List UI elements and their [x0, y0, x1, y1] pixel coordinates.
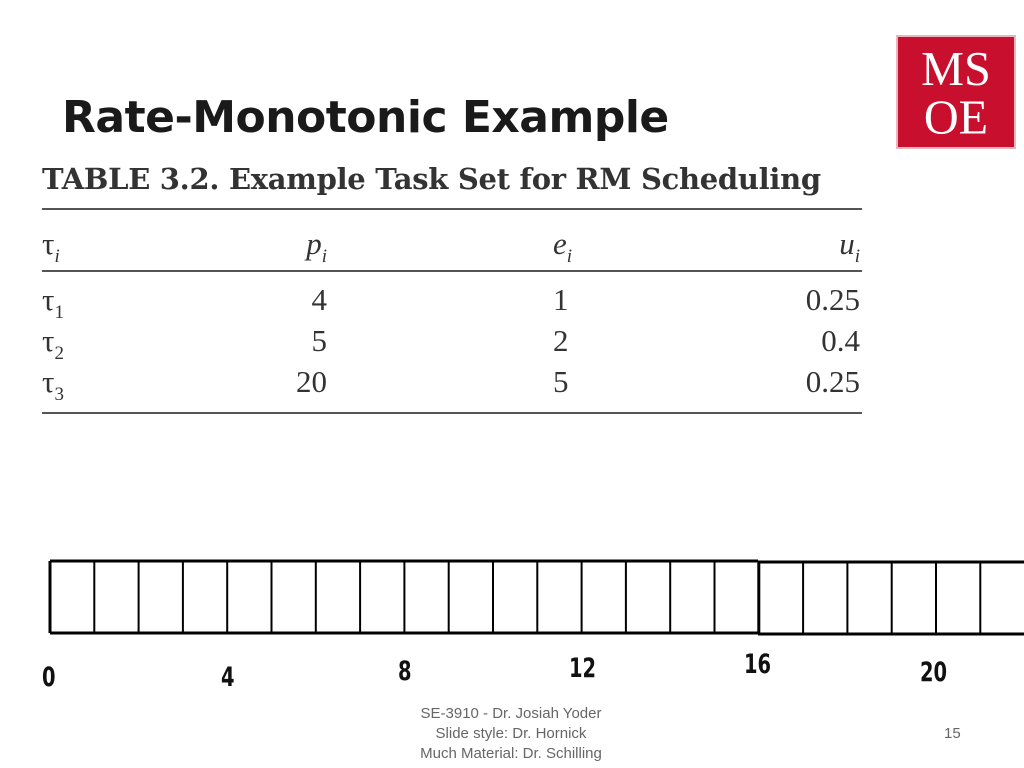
row-1-period: 4: [311, 282, 327, 317]
row-2-execution: 2: [553, 323, 569, 358]
row-3-execution: 5: [553, 364, 569, 399]
row-3-period: 20: [296, 364, 327, 399]
header-execution: $e_i$: [553, 226, 573, 267]
schedule-timeline: [0, 555, 1024, 645]
logo-text-bottom: OE: [923, 91, 989, 145]
row-1-utilization: 0.25: [805, 282, 860, 317]
row-2-task: $\tau_2$: [42, 323, 64, 364]
row-3-task: $\tau_3$: [42, 364, 64, 405]
row-2-utilization: 0.4: [821, 323, 860, 358]
table-bottom-rule: [42, 412, 862, 414]
header-utilization: $u_i$: [839, 226, 860, 267]
row-2-period: 5: [311, 323, 327, 358]
header-period: $p_i$: [306, 226, 327, 267]
tick-label-0: 0: [42, 662, 56, 693]
table-top-rule: [42, 208, 862, 210]
table-header-rule: [42, 270, 862, 272]
row-1-execution: 1: [553, 282, 569, 317]
header-tau: $\tau_i$: [42, 226, 60, 267]
tick-label-8: 8: [398, 656, 412, 687]
logo-text-top: MS: [921, 43, 991, 97]
table-caption: TABLE 3.2. Example Task Set for RM Scheduling: [42, 162, 821, 196]
schedule-grid: [0, 555, 1024, 645]
tick-label-12: 12: [569, 653, 597, 684]
row-1-task: $\tau_1$: [42, 282, 64, 323]
tick-label-20: 20: [920, 657, 948, 688]
slide-footer: [380, 704, 642, 764]
footer-material-credit: Much Material: Dr. Schilling: [420, 745, 602, 762]
footer-course: SE-3910 - Dr. Josiah Yoder: [420, 705, 602, 722]
msoe-logo: [896, 35, 1016, 149]
page-number: 15: [944, 725, 961, 742]
tick-label-4: 4: [221, 662, 235, 693]
footer-style-credit: Slide style: Dr. Hornick: [435, 725, 587, 742]
msoe-logo-icon: [898, 37, 1014, 147]
row-3-utilization: 0.25: [805, 364, 860, 399]
tick-label-16: 16: [744, 649, 772, 680]
slide-title: Rate-Monotonic Example: [62, 92, 669, 143]
